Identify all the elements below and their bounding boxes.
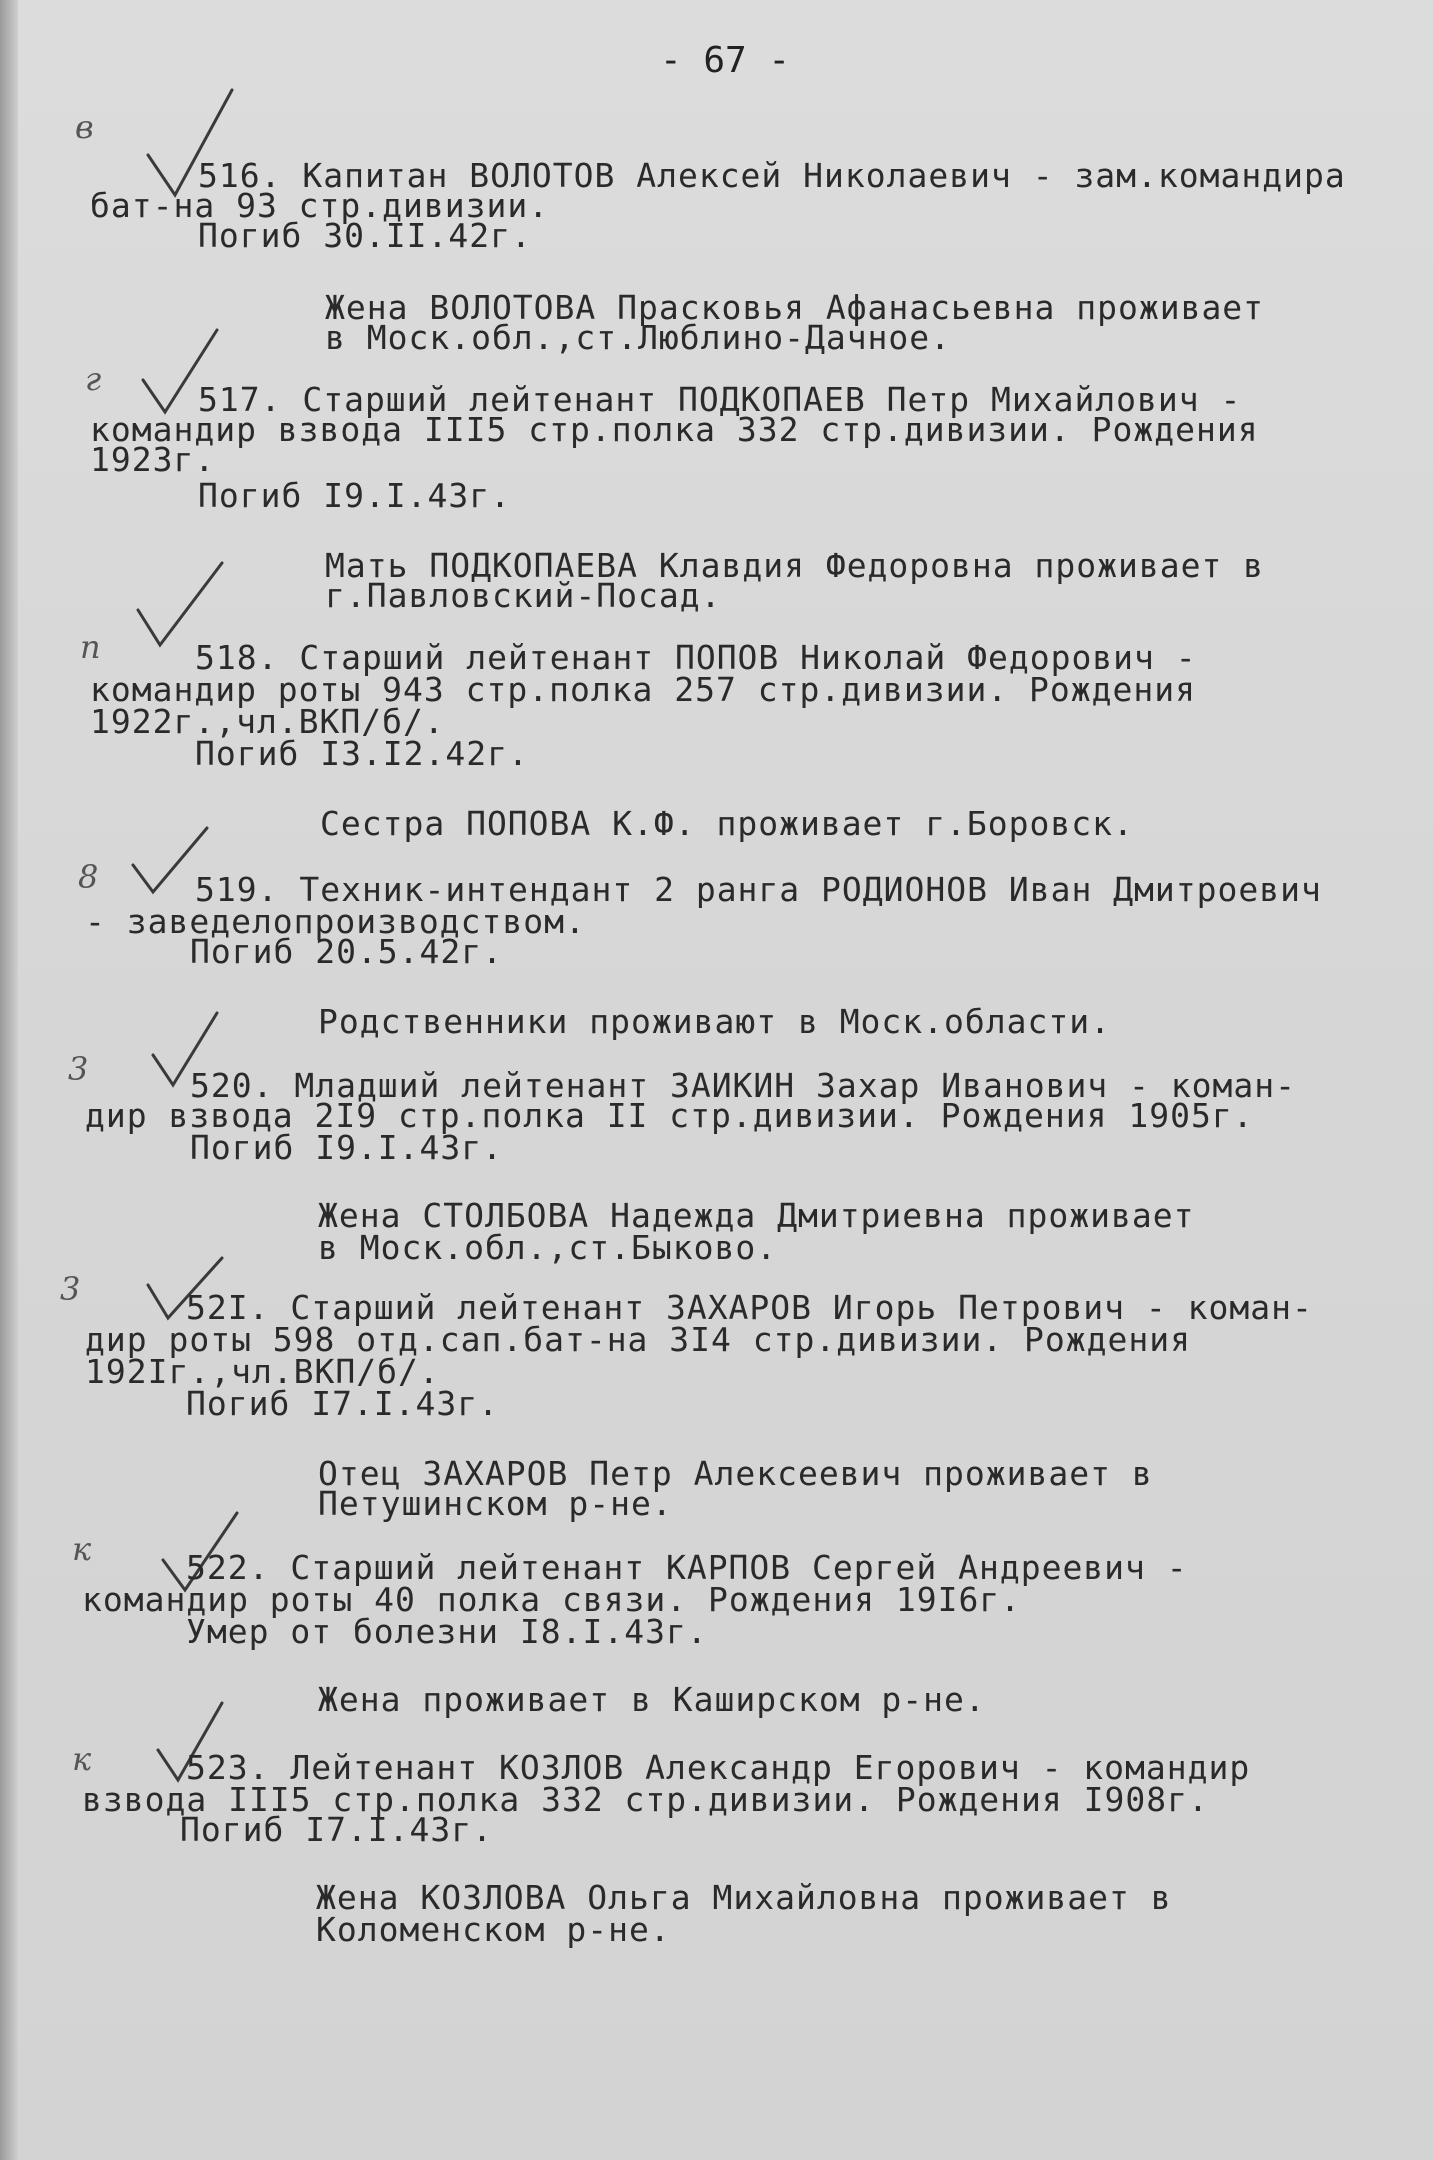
entry-517-relative-1: Мать ПОДКОПАЕВА Клавдия Федоровна проживает в <box>325 546 1265 585</box>
entry-522-line-2: командир роты 40 полка связи. Рождения 19I6г. <box>82 1580 1022 1619</box>
margin-mark: к <box>72 1530 92 1568</box>
margin-mark: г <box>85 360 102 398</box>
margin-mark: п <box>80 628 101 666</box>
entry-521-line-2: дир роты 598 отд.сап.бат-на 3I4 стр.дивизии. Рождения <box>85 1320 1191 1359</box>
entry-518-line-3: 1922г.,чл.ВКП/б/. <box>90 702 445 741</box>
entry-520-fate: Погиб I9.I.43г. <box>190 1128 504 1167</box>
entry-518-line-1: 518. Старший лейтенант ПОПОВ Николай Федорович - <box>195 638 1197 677</box>
entry-519-fate: Погиб 20.5.42г. <box>190 932 504 971</box>
entry-519-relative-1: Родственники проживают в Моск.области. <box>318 1002 1111 1041</box>
entry-516-line-1: 516. Капитан ВОЛОТОВ Алексей Николаевич - зам.командира <box>198 156 1346 195</box>
entry-516-relative-2: в Моск.обл.,ст.Люблино-Дачное. <box>325 318 952 357</box>
entry-519-line-2: - заведелопроизводством. <box>85 902 586 941</box>
entry-521-line-3: 192Iг.,чл.ВКП/б/. <box>85 1352 440 1391</box>
entry-520-line-2: дир взвода 2I9 стр.полка II стр.дивизии. Рождения 1905г. <box>85 1096 1254 1135</box>
entry-517-fate: Погиб I9.I.43г. <box>198 476 512 515</box>
entry-517-line-3: 1923г. <box>90 440 216 479</box>
entry-521-fate: Погиб I7.I.43г. <box>186 1384 500 1423</box>
entry-523-relative-2: Коломенском р-не. <box>316 1910 671 1949</box>
entry-516-relative-1: Жена ВОЛОТОВА Прасковья Афанасьевна проживает <box>325 288 1265 327</box>
entry-521-line-1: 52I. Старший лейтенант ЗАХАРОВ Игорь Петрович - коман- <box>186 1288 1313 1327</box>
entry-518-fate: Погиб I3.I2.42г. <box>195 734 529 773</box>
entry-518-line-2: командир роты 943 стр.полка 257 стр.дивизии. Рождения <box>90 670 1196 709</box>
entry-517-line-1: 517. Старший лейтенант ПОДКОПАЕВ Петр Михайлович - <box>198 380 1242 419</box>
page-number: - 67 - <box>660 40 791 81</box>
entry-522-relative-1: Жена проживает в Каширском р-не. <box>318 1680 986 1719</box>
entry-517-relative-2: г.Павловский-Посад. <box>325 576 722 615</box>
entry-520-line-1: 520. Младший лейтенант ЗАИКИН Захар Иванович - коман- <box>190 1066 1296 1105</box>
entry-521-relative-1: Отец ЗАХАРОВ Петр Алексеевич проживает в <box>318 1454 1153 1493</box>
entry-518-relative-1: Сестра ПОПОВА К.Ф. проживает г.Боровск. <box>320 804 1134 843</box>
entry-516-line-2: бат-на 93 стр.дивизии. <box>90 186 550 225</box>
entry-520-relative-1: Жена СТОЛБОВА Надежда Дмитриевна проживает <box>318 1196 1195 1235</box>
margin-mark: 3 <box>68 1050 89 1088</box>
margin-mark: к <box>72 1740 92 1778</box>
entry-520-relative-2: в Моск.обл.,ст.Быково. <box>318 1228 778 1267</box>
entry-519-line-1: 519. Техник-интендант 2 ранга РОДИОНОВ Иван Дмитроевич <box>195 870 1322 909</box>
entry-523-fate: Погиб I7.I.43г. <box>180 1810 494 1849</box>
entry-523-line-1: 523. Лейтенант КОЗЛОВ Александр Егорович - командир <box>186 1748 1251 1787</box>
entry-517-line-2: командир взвода III5 стр.полка 332 стр.дивизии. Рождения <box>90 410 1259 449</box>
entry-521-relative-2: Петушинском р-не. <box>318 1484 673 1523</box>
entry-522-fate: Умер от болезни I8.I.43г. <box>186 1612 708 1651</box>
entry-522-line-1: 522. Старший лейтенант КАРПОВ Сергей Андреевич - <box>186 1548 1188 1587</box>
entry-523-line-2: взвода III5 стр.полка 332 стр.дивизии. Рождения I908г. <box>82 1780 1209 1819</box>
entry-516-fate: Погиб 30.II.42г. <box>198 216 532 255</box>
margin-mark: 3 <box>60 1270 81 1308</box>
entry-523-relative-1: Жена КОЗЛОВА Ольга Михайловна проживает в <box>316 1878 1172 1917</box>
margin-mark: 8 <box>78 858 99 896</box>
margin-mark: в <box>75 108 94 146</box>
